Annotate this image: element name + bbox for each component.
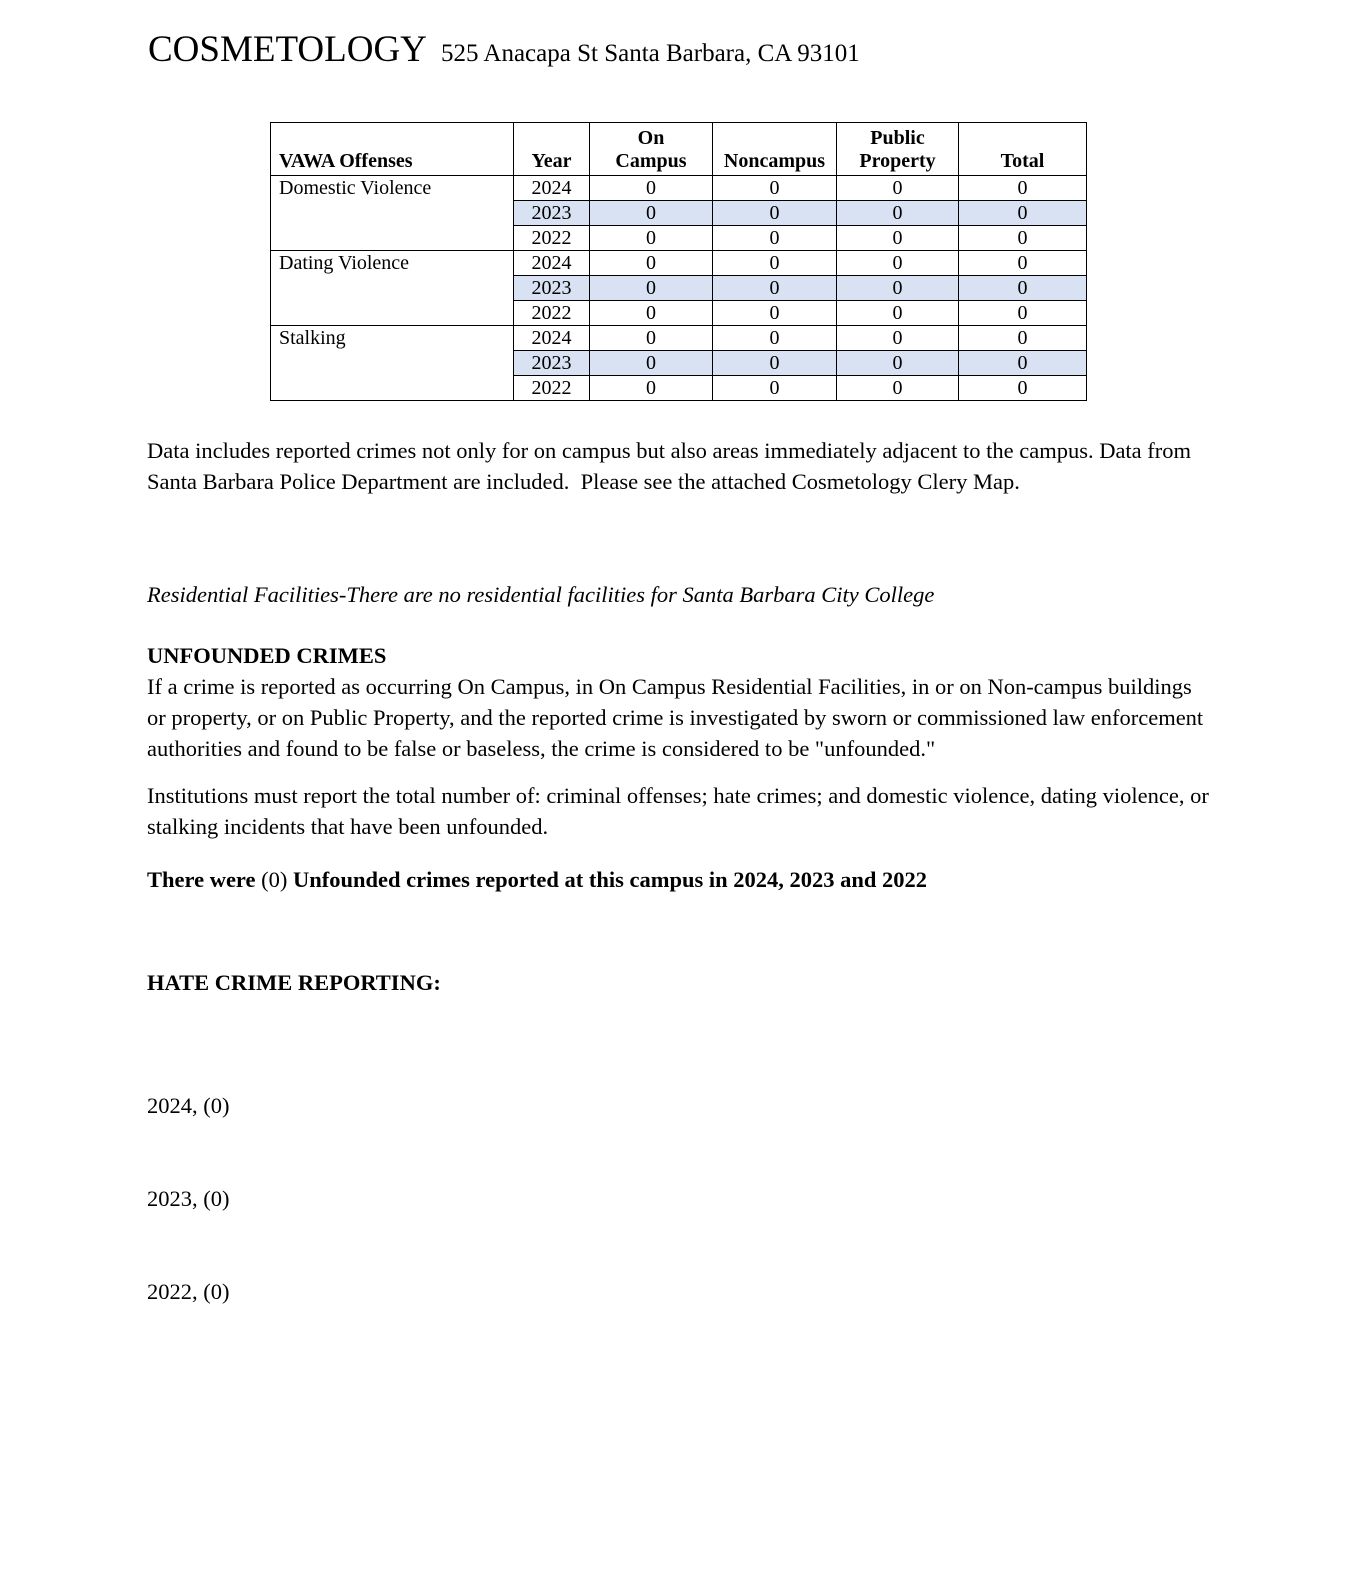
value-cell: 0 <box>837 201 959 226</box>
unfounded-crimes-heading: UNFOUNDED CRIMES <box>147 643 387 668</box>
hate-crime-line-2024: 2024, (0) <box>147 1093 230 1118</box>
hate-crime-line-2022: 2022, (0) <box>147 1279 230 1304</box>
data-note-paragraph: Data includes reported crimes not only for on campus but also areas immediately adjacent to the campus. Data from Santa Barbara Police Department are included. Please see the attached Cosmetology Clery Map. <box>147 438 1197 494</box>
hate-crime-heading: HATE CRIME REPORTING: <box>147 970 441 995</box>
year-cell: 2024 <box>514 176 590 201</box>
year-cell: 2022 <box>514 301 590 326</box>
value-cell: 0 <box>959 301 1087 326</box>
value-cell: 0 <box>713 376 837 401</box>
value-cell: 0 <box>837 326 959 351</box>
value-cell: 0 <box>837 301 959 326</box>
value-cell: 0 <box>590 276 713 301</box>
unfounded-summary-line <box>147 864 1210 895</box>
value-cell: 0 <box>837 376 959 401</box>
page-title <box>148 28 1370 76</box>
year-cell: 2024 <box>514 251 590 276</box>
offense-label-domestic-violence: Domestic Violence <box>271 176 514 251</box>
summary-suffix: Unfounded crimes reported at this campus in 2024, 2023 and 2022 <box>287 867 928 892</box>
offense-label-dating-violence: Dating Violence <box>271 251 514 326</box>
value-cell: 0 <box>837 176 959 201</box>
value-cell: 0 <box>959 326 1087 351</box>
table-row <box>271 176 1087 201</box>
value-cell: 0 <box>713 301 837 326</box>
institutions-paragraph: Institutions must report the total number of: criminal offenses; hate crimes; and domestic violence, dating violence, or stalking incidents that have been unfounded. <box>147 783 1215 839</box>
summary-prefix: There were <box>147 867 262 892</box>
value-cell: 0 <box>837 226 959 251</box>
hate-crime-counts <box>147 1028 1210 1369</box>
value-cell: 0 <box>959 251 1087 276</box>
value-cell: 0 <box>959 176 1087 201</box>
value-cell: 0 <box>959 351 1087 376</box>
summary-count: (0) <box>261 867 288 892</box>
vawa-offenses-table <box>270 122 1087 401</box>
value-cell: 0 <box>959 376 1087 401</box>
value-cell: 0 <box>590 251 713 276</box>
value-cell: 0 <box>713 276 837 301</box>
table-row <box>271 251 1087 276</box>
value-cell: 0 <box>959 276 1087 301</box>
column-header-on-campus: On Campus <box>590 123 713 176</box>
value-cell: 0 <box>590 301 713 326</box>
year-cell: 2022 <box>514 226 590 251</box>
column-header-noncampus: Noncampus <box>713 123 837 176</box>
value-cell: 0 <box>713 226 837 251</box>
table-header-row <box>271 123 1087 176</box>
value-cell: 0 <box>837 351 959 376</box>
value-cell: 0 <box>590 326 713 351</box>
year-cell: 2023 <box>514 201 590 226</box>
column-header-total: Total <box>959 123 1087 176</box>
value-cell: 0 <box>590 176 713 201</box>
unfounded-crimes-paragraph: If a crime is reported as occurring On Campus, in On Campus Residential Facilities, in or on Non-campus buildings or property, or on Public Property, and the reported crime is investigated by sworn or commissioned law enforcement authorities and found to be false or baseless, the crime is considered to be "unfounded." <box>147 674 1209 761</box>
value-cell: 0 <box>713 351 837 376</box>
offense-label-stalking: Stalking <box>271 326 514 401</box>
year-cell: 2023 <box>514 351 590 376</box>
value-cell: 0 <box>713 176 837 201</box>
value-cell: 0 <box>590 201 713 226</box>
value-cell: 0 <box>837 251 959 276</box>
campus-name: COSMETOLOGY <box>148 29 426 70</box>
year-cell: 2022 <box>514 376 590 401</box>
value-cell: 0 <box>590 226 713 251</box>
value-cell: 0 <box>959 226 1087 251</box>
value-cell: 0 <box>959 201 1087 226</box>
column-header-vawa-offenses: VAWA Offenses <box>271 123 514 176</box>
table-row <box>271 326 1087 351</box>
value-cell: 0 <box>590 351 713 376</box>
column-header-public-property: Public Property <box>837 123 959 176</box>
year-cell: 2023 <box>514 276 590 301</box>
residential-facilities-note: Residential Facilities-There are no residential facilities for Santa Barbara City College <box>147 582 935 607</box>
column-header-year: Year <box>514 123 590 176</box>
value-cell: 0 <box>713 201 837 226</box>
year-cell: 2024 <box>514 326 590 351</box>
value-cell: 0 <box>713 251 837 276</box>
value-cell: 0 <box>590 376 713 401</box>
value-cell: 0 <box>837 276 959 301</box>
campus-address-text: 525 Anacapa St Santa Barbara, CA 93101 <box>441 40 860 67</box>
value-cell: 0 <box>713 326 837 351</box>
hate-crime-line-2023: 2023, (0) <box>147 1186 230 1211</box>
